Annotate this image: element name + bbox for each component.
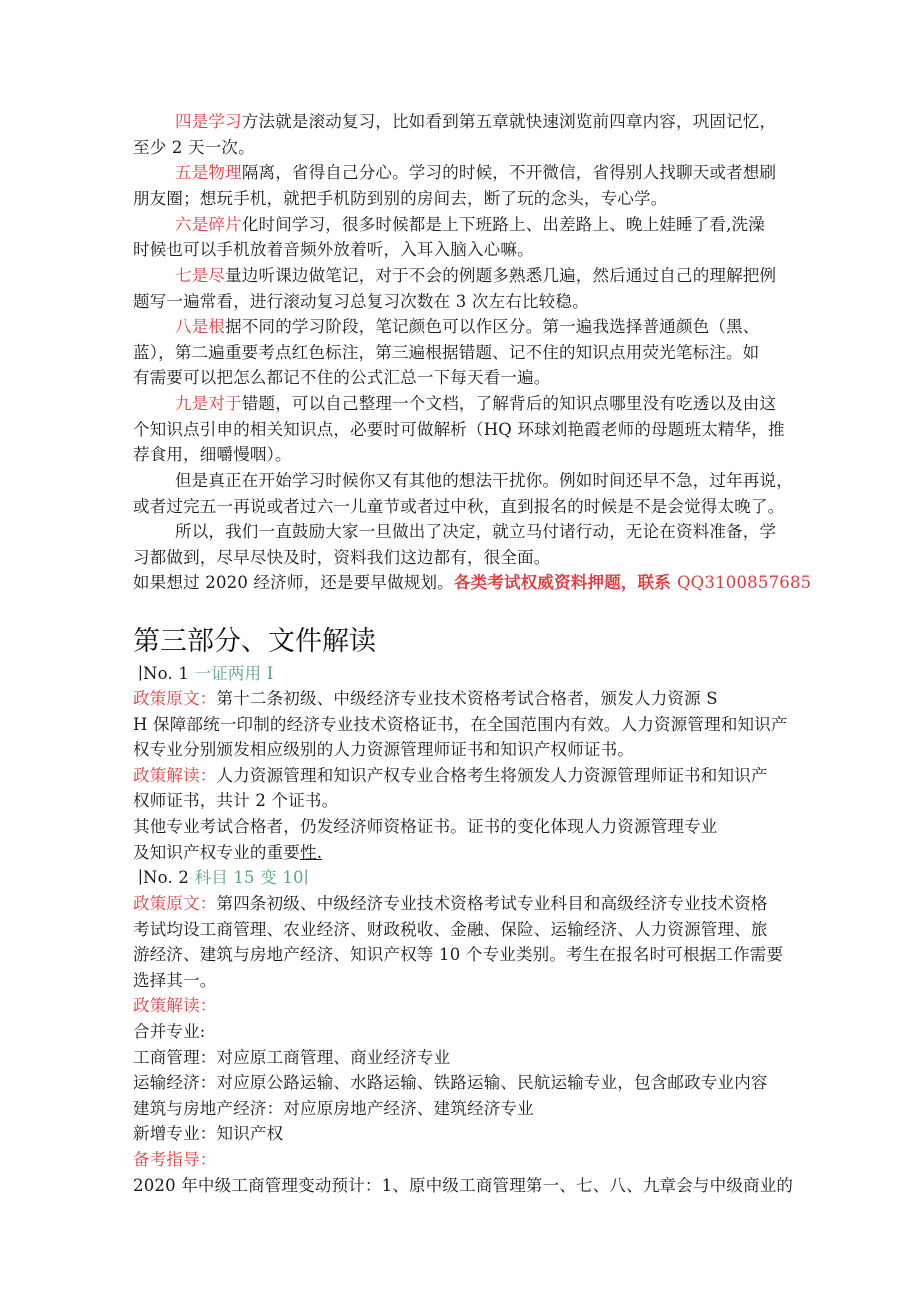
para-line — [0, 685, 920, 713]
para-line — [0, 159, 920, 187]
text: 量边听课边做笔记，对于不会的例题多熟悉几遍，然后通过自己的理解把例 — [225, 266, 777, 285]
para-line: 朋友圈；想玩手机，就把手机防到别的房间去，断了玩的念头，专心学。 — [133, 189, 668, 208]
red-lead: 七是尽 — [175, 266, 226, 285]
para-line: 新增专业：知识产权 — [133, 1124, 284, 1143]
text: 如果想过 2020 经济师，还是要早做规划。 — [133, 573, 454, 592]
interpretation-label: 政策解读： — [133, 996, 217, 1015]
text: 据不同的学习阶段，笔记颜色可以作区分。第一遍我选择普通颜色（黑、 — [225, 317, 760, 336]
para-line: 至少 2 天一次。 — [133, 138, 255, 157]
red-lead: 八是根 — [175, 317, 226, 336]
para-line: 但是真正在开始学习时候你又有其他的想法干扰你。例如时间还早不急，过年再说， — [175, 471, 793, 490]
policy-label: 政策原文： — [133, 689, 217, 708]
section-heading: 第三部分、文件解读 — [133, 626, 376, 657]
para-line: 蓝），第二遍重要考点红色标注，第三遍根据错题、记不住的知识点用荧光笔标注。如 — [133, 343, 760, 362]
text: 人力资源管理和知识产权专业合格考生将颁发人力资源管理师证书和知识产 — [216, 766, 768, 785]
para-line: 权师证书，共计 2 个证书。 — [133, 791, 339, 810]
item-title: 一证两用 I — [194, 664, 274, 683]
para-line: 所以，我们一直鼓励大家一旦做出了决定，就立马付诸行动，无论在资料准备，学 — [175, 522, 777, 541]
para-line: 权专业分别颁发相应级别的人力资源管理师证书和知识产权师证书。 — [133, 740, 634, 759]
para-line: 荐食用，细嚼慢咽）。 — [133, 445, 292, 464]
para-line: 工商管理：对应原工商管理、商业经济专业 — [133, 1048, 451, 1067]
para-line: 考试均设工商管理、农业经济、财政税收、金融、保险、运输经济、人力资源管理、旅 — [133, 920, 768, 939]
para-line: H 保障部统一印制的经济专业技术资格证书，在全国范围内有效。人力资源管理和知识产 — [133, 715, 788, 734]
text: 第十二条初级、中级经济专业技术资格考试合格者，颁发人力资源 S — [216, 689, 718, 708]
text: 隔离，省得自己分心。学习的时候，不开微信，省得别人找聊天或者想刷 — [241, 163, 777, 182]
interpretation-label: 政策解读： — [133, 766, 217, 785]
para-line: 习都做到，尽早尽快及时，资料我们这边都有，很全面。 — [133, 548, 551, 567]
para-line — [0, 262, 920, 290]
red-lead: 五是物理 — [175, 163, 242, 182]
para-line: 时候也可以手机放着音频外放着听，入耳入脑入心嘛。 — [133, 240, 534, 259]
underlined-text: 性. — [300, 843, 323, 862]
para-line: 建筑与房地产经济：对应原房地产经济、建筑经济专业 — [133, 1099, 534, 1118]
para-line: 合并专业: — [133, 1022, 206, 1041]
para-line: 游经济、建筑与房地产经济、知识产权等 10 个专业类别。考生在报名时可根据工作需要 — [133, 945, 784, 964]
red-lead: 四是学习 — [175, 112, 242, 131]
guide-label: 备考指导： — [133, 1150, 217, 1169]
para-line: 题写一遍常看，进行滚动复习总复习次数在 3 次左右比较稳。 — [133, 292, 589, 311]
para-line: 有需要可以把怎么都记不住的公式汇总一下每天看一遍。 — [133, 368, 551, 387]
item-number: ∣No. 1 — [138, 664, 195, 683]
para-line: 运输经济：对应原公路运输、水路运输、铁路运输、民航运输专业，包含邮政专业内容 — [133, 1073, 768, 1092]
para-line: 2020 年中级工商管理变动预计：1、原中级工商管理第一、七、八、九章会与中级商业的 — [133, 1176, 794, 1195]
item-number: ∣No. 2 — [138, 868, 195, 887]
para-line — [0, 890, 920, 918]
text: 化时间学习，很多时候都是上下班路上、出差路上、晚上娃睡了看,洗澡 — [241, 215, 765, 234]
item-tag — [0, 660, 920, 688]
para-line — [0, 211, 920, 239]
para-line — [0, 762, 920, 790]
para-line — [0, 390, 920, 418]
text: 错题，可以自己整理一个文档，了解背后的知识点哪里没有吃透以及由这 — [241, 394, 777, 413]
promo-text: 各类考试权威资料押题，联系 — [453, 573, 677, 592]
red-lead: 六是碎片 — [175, 215, 242, 234]
para-line — [0, 839, 920, 867]
para-line: 选择其一。 — [133, 971, 217, 990]
policy-label: 政策原文： — [133, 894, 217, 913]
para-line — [0, 313, 920, 341]
para-line: 或者过完五一再说或者过六一儿童节或者过中秋，直到报名的时候是不是会觉得太晚了。 — [133, 497, 785, 516]
para-line: 个知识点引申的相关知识点，必要时可做解析（HQ 环球刘艳霞老师的母题班太精华，推 — [133, 420, 785, 439]
para-line — [0, 569, 920, 597]
text: 方法就是滚动复习，比如看到第五章就快速浏览前四章内容，巩固记忆， — [241, 112, 777, 131]
text: 第四条初级、中级经济专业技术资格考试专业科目和高级经济专业技术资格 — [216, 894, 768, 913]
para-line: 其他专业考试合格者，仍发经济师资格证书。证书的变化体现人力资源管理专业 — [133, 817, 718, 836]
qq-number: QQ3100857685 — [676, 573, 812, 592]
item-title: 科目 15 变 10∣ — [194, 868, 309, 887]
item-tag — [0, 864, 920, 892]
para-line — [0, 108, 920, 136]
text: 及知识产权专业的重要 — [133, 843, 300, 862]
red-lead: 九是对于 — [175, 394, 242, 413]
